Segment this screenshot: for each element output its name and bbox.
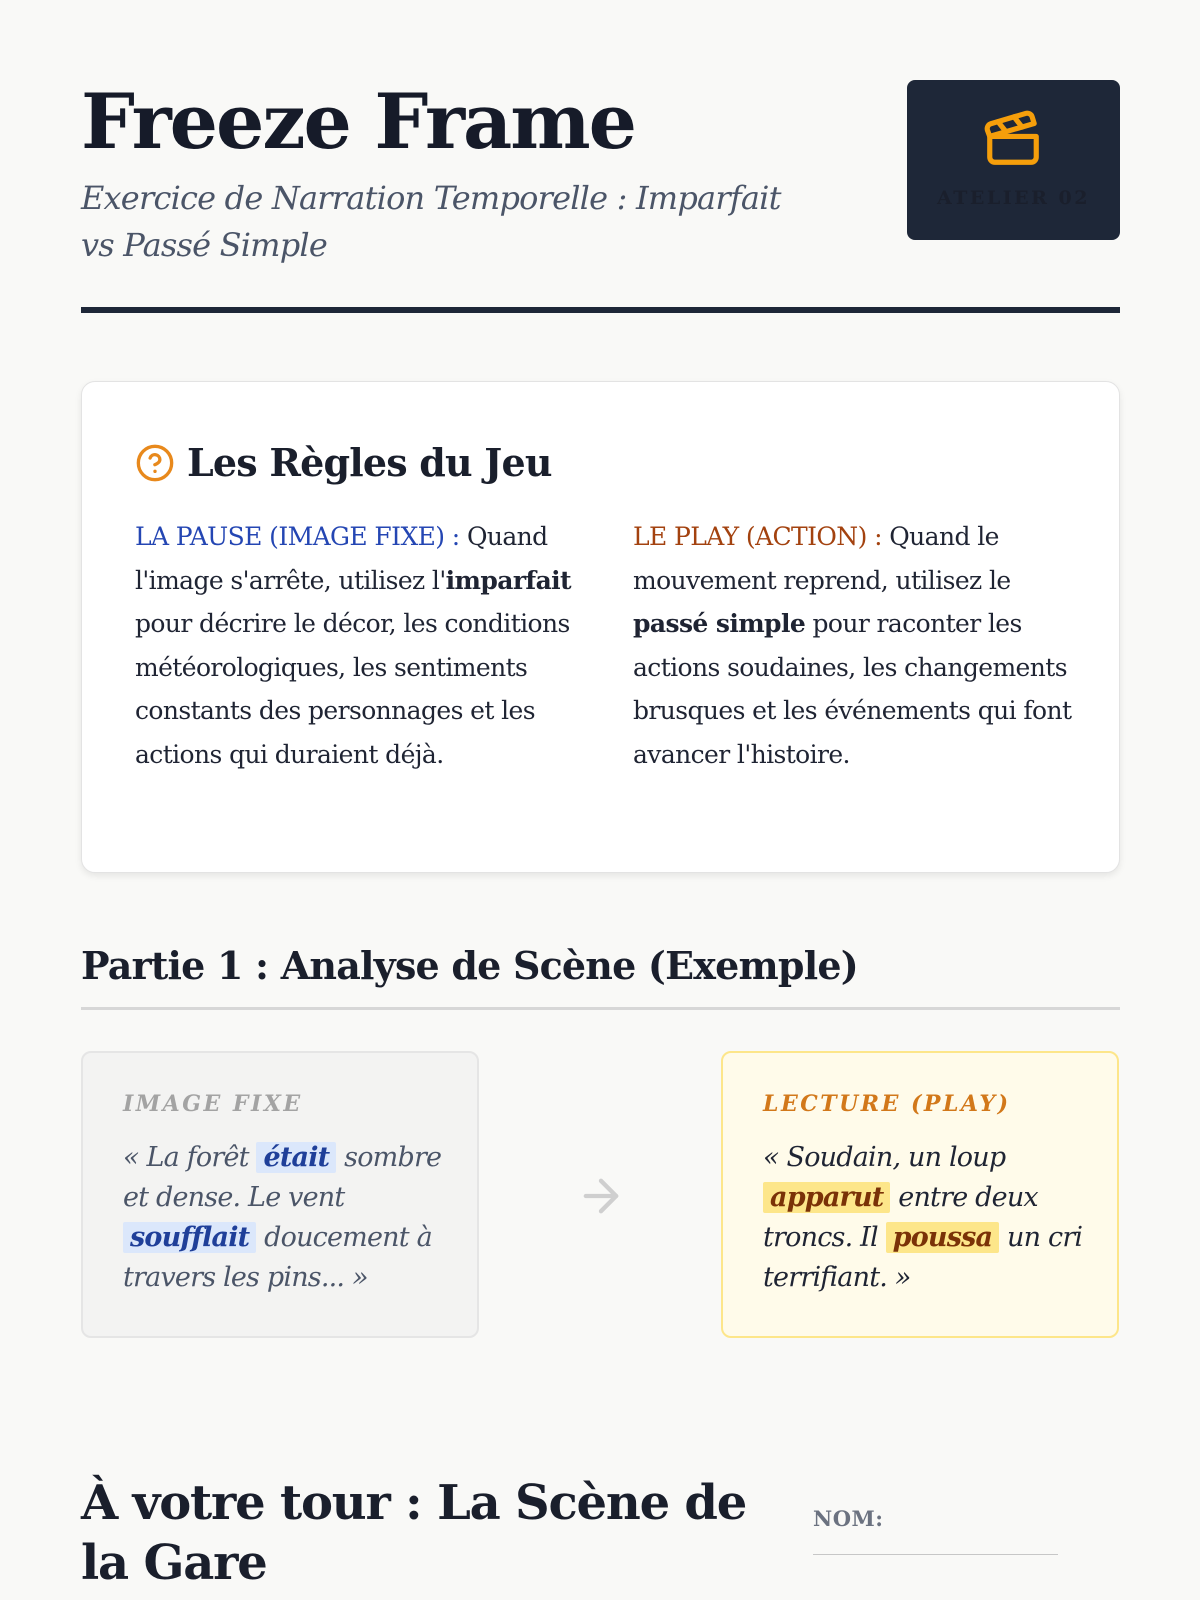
your-turn-heading: À votre tour : La Scène de la Gare [81, 1475, 747, 1591]
part1-heading: Partie 1 : Analyse de Scène (Exemple) [81, 943, 858, 988]
still-text-part: doucement à travers les pins... » [123, 1222, 432, 1293]
highlight-imparfait-verb: était [256, 1142, 336, 1173]
play-action-card [721, 1051, 1119, 1338]
rule-play-text-after: pour raconter les actions soudaines, les changements brusques et les événements qui font avancer l'histoire. [633, 609, 1072, 769]
worksheet-page [81, 0, 1120, 1591]
rule-pause-text-before: Quand l'image s'arrête, utilisez l' [135, 522, 548, 595]
rules-heading [135, 440, 552, 485]
play-action-text [763, 1138, 1083, 1298]
highlight-passe-simple-verb: apparut [763, 1182, 890, 1213]
rule-pause-keyword: imparfait [445, 565, 572, 595]
play-action-label: LECTURE (PLAY) [763, 1091, 1011, 1117]
help-circle-icon [135, 443, 175, 483]
page-subtitle: Exercice de Narration Temporelle : Imparfait vs Passé Simple [81, 179, 781, 264]
rule-play-keyword: passé simple [633, 609, 806, 638]
arrow-right-icon [575, 1170, 627, 1222]
worksheet-header [81, 0, 1120, 314]
still-text-part: sombre et dense. Le vent [123, 1142, 442, 1213]
nom-field[interactable] [813, 1554, 1058, 1555]
clapperboard-icon [982, 108, 1044, 170]
atelier-badge-label: ATELIER 02 [937, 187, 1090, 209]
still-image-card [81, 1051, 479, 1338]
still-image-label: IMAGE FIXE [123, 1091, 303, 1117]
part1-divider [81, 1007, 1120, 1010]
play-text-part: un cri terrifiant. » [763, 1222, 1083, 1293]
rule-pause-text-after: pour décrire le décor, les conditions météorologiques, les sentiments constants des personnages et les actions qui duraient déjà. [135, 609, 570, 769]
header-divider [81, 307, 1120, 313]
rules-title: Les Règles du Jeu [187, 440, 552, 485]
rule-pause-label: LA PAUSE (IMAGE FIXE) : [135, 522, 460, 551]
page-title: Freeze Frame [81, 77, 636, 166]
rule-pause [135, 515, 575, 776]
nom-label: NOM: [813, 1506, 884, 1531]
atelier-badge [907, 80, 1120, 240]
rule-play [633, 515, 1073, 776]
rule-play-label: LE PLAY (ACTION) : [633, 522, 882, 551]
play-text-part: entre deux troncs. Il [763, 1182, 1038, 1253]
highlight-passe-simple-verb: poussa [886, 1222, 1000, 1253]
still-text-part: « La forêt [123, 1142, 257, 1173]
highlight-imparfait-verb: soufflait [123, 1222, 256, 1253]
rule-play-text-before: Quand le mouvement reprend, utilisez le [633, 522, 1011, 595]
still-image-text [123, 1138, 453, 1298]
play-text-part: « Soudain, un loup [763, 1142, 1006, 1173]
